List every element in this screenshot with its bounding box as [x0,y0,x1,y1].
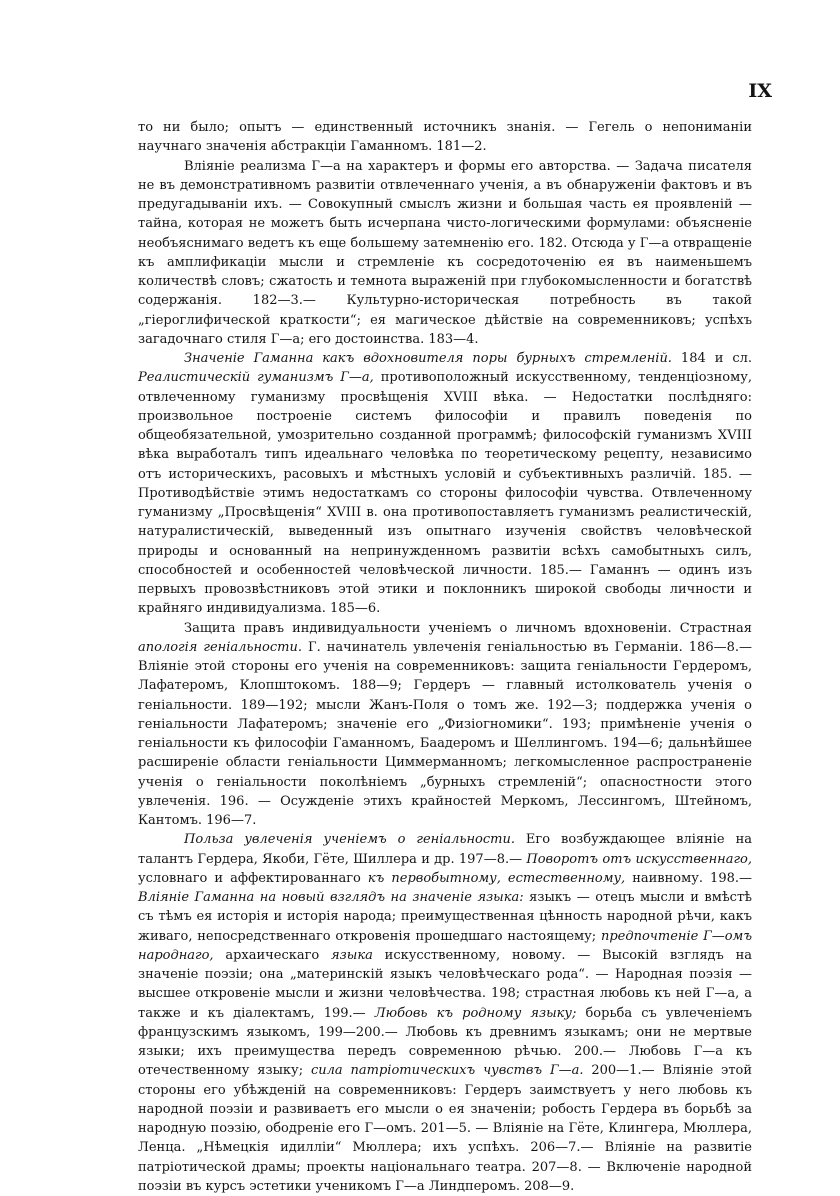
paragraph [138,118,752,157]
italic-text-run: Поворотъ отъ искусственнаго, [526,851,752,867]
paragraph [138,349,752,619]
text-run: языкъ — отецъ мысли и вмѣстѣ съ тѣмъ ея исторія и исторія народа; преимущественная цѣнность народной рѣчи, какъ живаго, непосредственнаго откровенія прошедшаго настоящему; [138,890,752,944]
text-run: Г. начинатель увлеченія геніальностью въ Германіи. 186—8.— Вліяніе этой стороны его ученія на современниковъ: защита геніальности Гердеромъ, Лафатеромъ, Клопштокомъ. 188—9; Гердеръ — главный истолкователь ученія о геніальности. 189—192; мысли Жанъ-Поля о томъ же. 192—3; поддержка ученія о геніальности Лафатеромъ; значеніе его „Физіогномики“. 193; примѣненіе ученія о геніальности къ философіи Гаманномъ, Баадеромъ и Шеллингомъ. 194—6; дальнѣйшее расширеніе области геніальности Циммерманномъ; легкомысленное распространеніе ученія о геніальности поколѣніемъ „бурныхъ стремленій“; опасностности этого увлеченія. 196. — Осужденіе этихъ крайностей Меркомъ, Лессингомъ, Штейномъ, Кантомъ. 196—7. [138,639,753,828]
italic-text-run: сила патріотическихъ чувствъ Г—а. [310,1063,584,1079]
text-run: наивному. 198.— [625,870,752,886]
italic-text-run: предпочтеніе Г—омъ народнаго, [138,928,752,963]
italic-text-run: къ первобытному, естественному, [367,870,626,886]
italic-text-run: Реалистическій гуманизмъ Г—а, [138,370,374,386]
text-run: Его возбуждающее вліяніе на талантъ Гердера, Якоби, Гёте, Шиллера и др. 197—8.— [138,832,752,867]
text-run: 200—1.— Вліяніе этой стороны его убѣжденій на современниковъ: Гердеръ заимствуетъ у него любовь къ народной поэзіи и развиваетъ его мысли о ея значеніи; робость Гердера въ борьбѣ за народную поэзію, ободреніе его Г—омъ. 201—5. — Вліяніе на Гёте, Клингера, Мюллера, Ленца. „Нѣмецкія идилліи“ Мюллера; ихъ успѣхъ. 206—7.— Вліяніе на развитіе патріотической драмы; проекты національнаго театра. 207—8. — Включеніе народной поэзіи въ курсъ эстетики ученикомъ Г—а Линдперомъ. 208—9. [138,1063,752,1194]
text-run: Вліяніе реализма Г—а на характеръ и формы его авторства. — Задача писателя не въ демонстративномъ развитіи отвлеченнаго ученія, а въ обнаруженіи фактовъ и въ предугадываніи ихъ. — Совокупный смыслъ жизни и большая часть ея проявленій — тайна, которая не можетъ быть исчерпана чисто-логическими формулами: объясненіе необъяснимаго ведетъ къ еще большему затемненію его. 182. Отсюда у Г—а отвращеніе къ амплификаціи мысли и стремленіе къ сосредоточенію ея въ наименьшемъ количествѣ словъ; сжатость и темнота выраженій при глубокомысленности и богатствѣ содержанія. 182—3.— Культурно-историческая потребность въ такой „гіероглифической краткости“; ея магическое дѣйствіе на современниковъ; успѣхъ загадочнаго стиля Г—а; его достоинства. 183—4. [138,158,752,347]
italic-text-run: Вліяніе Гаманна на новый взглядъ на значеніе языка: [138,890,524,905]
text-body [138,118,752,1196]
text-run: 184 и сл. [671,351,752,366]
italic-text-run: Польза увлеченія ученіемъ о геніальности. [184,832,515,848]
text-run: противоположный искусственному, тенденціозному, отвлеченному гуманизму просвѣщенія XVIII вѣка. — Недостатки послѣдняго: произвольное построеніе системъ философіи и правилъ поведенія по общеобязательной, умозрительно созданной программѣ; философскій гуманизмъ XVIII вѣка выработалъ типъ идеальнаго человѣка по теоретическому рецепту, независимо отъ историческихъ, расовыхъ и мѣстныхъ условій и субъективныхъ различій. 185. — Противодѣйствіе этимъ недостаткамъ со стороны философіи чувства. Отвлеченному гуманизму „Просвѣщенія“ XVIII в. она противопоставляетъ гуманизмъ реалистическій, натуралистическій, выведенный изъ опытнаго изученія свойствъ человѣческой природы и основанный на непринужденномъ развитіи всѣхъ самобытныхъ силъ, способностей и особенностей человѣческой личности. 185.— Гаманнъ — одинъ изъ первыхъ провозвѣстниковъ этой этики и поклонникъ широкой свободы личности и крайняго индивидуализма. 185—6. [138,370,752,617]
text-run: борьба съ увлеченіемъ французскимъ языкомъ, 199—200.— Любовь къ древнимъ языкамъ; они не мертвые языки; ихъ преимущества передъ современною рѣчью. 200.— Любовь Г—а къ отечественному языку; [138,1005,752,1079]
text-run: искусственному, новому. — Высокій взглядъ на значеніе поэзіи; она „материнскій языкъ человѣческаго рода“. — Народная поэзія — высшее откровеніе мысли и жизни человѣчества. 198; страстная любовь къ ней Г—а, а также и къ діалектамъ, 199.— [138,947,753,1021]
paragraph [138,619,752,831]
text-run: архаическаго [213,947,332,963]
text-run: Защита правъ индивидуальности ученіемъ о личномъ вдохновеніи. Страстная [184,620,752,636]
italic-text-run: Значеніе Гаманна какъ вдохновителя поры бурныхъ стремленій. [184,351,672,366]
italic-text-run: языка [331,947,373,963]
text-run: условнаго и аффектированнаго [138,870,368,886]
paragraph [138,830,752,1196]
italic-text-run: Любовь къ родному языку; [374,1005,577,1021]
paragraph [138,157,752,350]
page-number: IX [748,80,772,102]
italic-text-run: апологія геніальности. [138,639,302,655]
text-run: то ни было; опытъ — единственный источникъ знанія. — Гегель о непониманіи научнаго значенія абстракціи Гаманномъ. 181—2. [138,120,752,155]
